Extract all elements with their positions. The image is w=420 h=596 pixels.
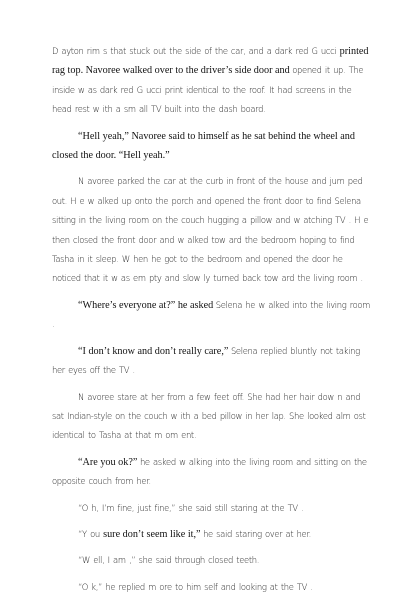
text-run: “O h, I’m fine, just fine,” she said still staring at the TV . [78, 502, 304, 513]
text-run: “I don’t know and don’t really care,” [78, 345, 231, 357]
paragraph-11 [52, 577, 370, 596]
text-run: Selena replied bluntly not taking her eyes off the TV . [52, 345, 360, 376]
paragraph-1 [52, 41, 370, 119]
text-run: opened it up. The inside w as dark red G ucci print identical to the roof. It had screens in the head rest w ith a sm all TV built into the dash board. [52, 65, 364, 115]
text-run: printed rag top. Navoree walked over to the driver’s side door and [52, 46, 369, 77]
paragraph-5 [52, 341, 370, 380]
paragraph-3 [52, 171, 370, 287]
paragraph-6 [52, 387, 370, 445]
text-run: “Are you ok?” [78, 456, 140, 468]
text-run: he said staring over at her. [203, 528, 311, 539]
paragraph-7 [52, 452, 370, 491]
text-run: N avoree parked the car at the curb in front of the house and jum ped out. H e w alked up onto the porch and opened the front door to find Selena sitting in the living room on the couch hugging a pillow and w atching TV . H e then closed the front door and w alked tow ard the bedroom hoping to find Tasha in it sleep. W hen he got to the bedroom and opened the door he noticed that it w as em pty and slow ly turned back tow ard the living room . [52, 176, 369, 284]
paragraph-8 [52, 498, 370, 517]
text-run: “Hell yeah,” Navoree said to himself as he sat behind the wheel and closed the door. “Hell yeah.” [52, 130, 355, 162]
text-run: “Where’s everyone at?” he asked [78, 299, 216, 311]
text-run: “Y ou [78, 528, 104, 539]
text-run: Selena he w alked into the living room . [52, 299, 370, 330]
text-run: D ayton rim s that stuck out the side of the car, and a dark red G ucci [52, 46, 340, 56]
text-run: N avoree stare at her from a few feet off. She had her hair dow n and sat Indian-style on the couch w ith a bed pillow in her lap. She looked alm ost identical to Tasha at that m om ent. [52, 391, 366, 441]
text-run: sure don’t seem like it,” [103, 528, 204, 540]
paragraph-2 [52, 126, 370, 165]
text-run: “W ell, I am ,” she said through closed teeth. [78, 555, 260, 566]
paragraph-9 [52, 524, 370, 543]
text-run: he asked w alking into the living room and sitting on the opposite couch from her. [52, 456, 367, 487]
paragraph-10 [52, 550, 370, 569]
paragraph-4 [52, 295, 370, 334]
text-run: “O k,” he replied m ore to him self and looking at the TV . [78, 581, 313, 592]
